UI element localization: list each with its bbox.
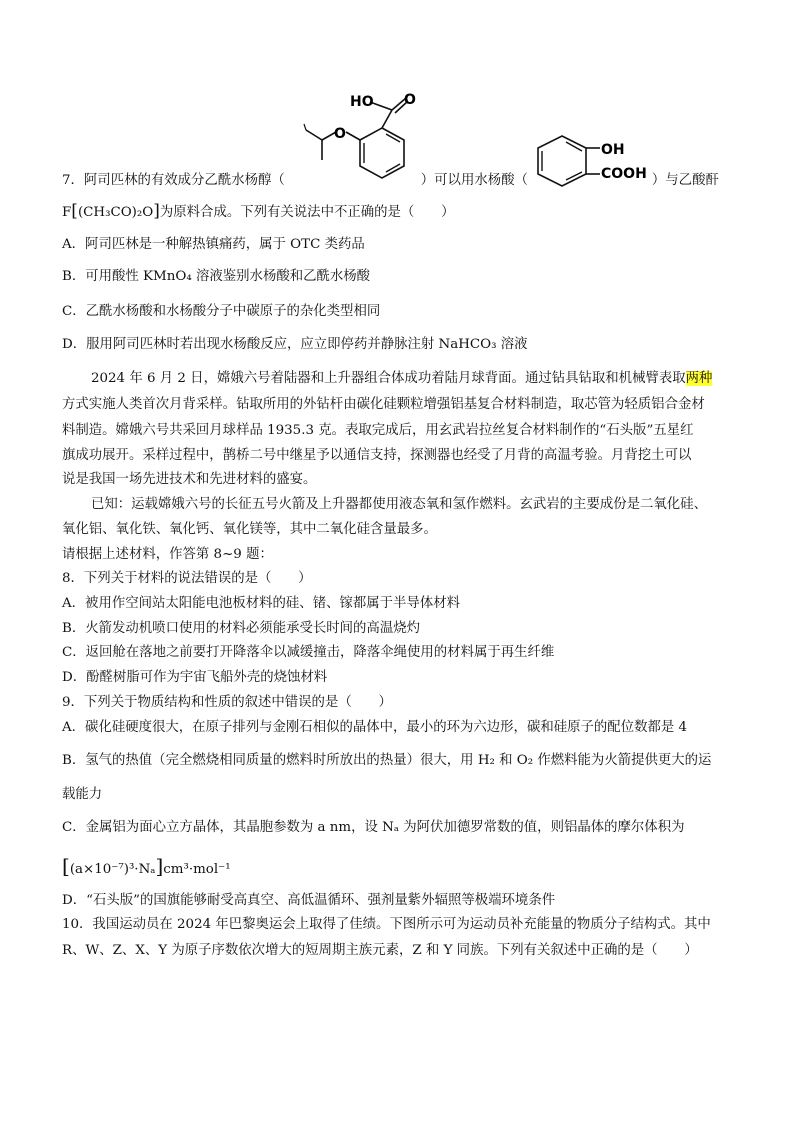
passage-known-line-1: 已知：运载嫦娥六号的长征五号火箭及上升器都使用液态氧和氢作燃料。玄武岩的主要成份是二氧化硅、 bbox=[91, 497, 707, 512]
passage-line-1: 2024 年 6 月 2 日，嫦娥六号着陆器和上升器组合体成功着陆月球背面。通过钻具钻取和机械臂表取两种 bbox=[91, 371, 713, 386]
q9-option-b-line1: B．氢气的热值（完全燃烧相同质量的燃料时所放出的热量）很大，用 H₂ 和 O₂ 作燃料能为火箭提供更大的运 bbox=[62, 753, 712, 768]
q9-molar-volume-unit: cm³·mol⁻¹ bbox=[163, 862, 231, 877]
q8-option-a: A．被用作空间站太阳能电池板材料的硅、锗、镓都属于半导体材料 bbox=[62, 596, 460, 611]
q7-stem-line2: F[(CH₃CO)₂O]为原料合成。下列有关说法中不正确的是（ ） bbox=[62, 201, 455, 221]
q9-stem: 9．下列关于物质结构和性质的叙述中错误的是（ ） bbox=[62, 695, 392, 710]
q7-stem-prefix: F bbox=[62, 205, 72, 220]
q9-option-d: D．“石头版”的国旗能够耐受高真空、高低温循环、强剂量紫外辐照等极端环境条件 bbox=[62, 893, 556, 908]
q7-anhydride-formula: (CH₃CO)₂O bbox=[77, 205, 154, 220]
salicylic-cooh-label: COOH bbox=[601, 166, 647, 182]
q8-option-d: D．酚醛树脂可作为宇宙飞船外壳的烧蚀材料 bbox=[62, 670, 328, 685]
aspirin-o-label: O bbox=[404, 92, 416, 108]
passage-line-2: 方式实施人类首次月背采样。钻取所用的外钻杆由碳化硅颗粒增强铝基复合材料制造，取芯管为轻质铝合金材 bbox=[62, 397, 705, 412]
aspirin-ho-label: HO bbox=[350, 94, 374, 110]
q9-molar-volume-expression: (a×10⁻⁷)³·Nₐ bbox=[69, 862, 156, 877]
passage-line-4: 旗成功展开。采样过程中，鹊桥二号中继星予以通信支持，探测器也经受了月背的高温考验。月背挖土可以 bbox=[62, 448, 692, 463]
q9-option-c-line1: C．金属铝为面心立方晶体，其晶胞参数为 a nm，设 Nₐ 为阿伏加德罗常数的值，则铝晶体的摩尔体积为 bbox=[62, 820, 685, 835]
q7-stem-line1 bbox=[62, 171, 719, 191]
q8-option-b: B．火箭发动机喷口使用的材料必须能承受长时间的高温烧灼 bbox=[62, 621, 420, 636]
passage-line-5: 说是我国一场先进技术和先进材料的盛宴。 bbox=[62, 472, 317, 487]
passage-highlight: 两种 bbox=[685, 371, 713, 386]
q7-stem-suffix: 为原料合成。下列有关说法中不正确的是（ ） bbox=[159, 205, 455, 220]
q9-option-b-line2: 载能力 bbox=[62, 787, 103, 802]
q10-stem-line1: 10．我国运动员在 2024 年巴黎奥运会上取得了佳绩。下图所示可为运动员补充能量的物质分子结构式。其中 bbox=[62, 917, 711, 932]
q8-option-c: C．返回舱在落地之前要打开降落伞以减缓撞击，降落伞绳使用的材料属于再生纤维 bbox=[62, 645, 555, 660]
q7-option-c: C．乙酰水杨酸和水杨酸分子中碳原子的杂化类型相同 bbox=[62, 304, 381, 319]
q7-stem-part3: ）与乙酸酐 bbox=[651, 173, 719, 188]
salicylic-oh-label: OH bbox=[601, 142, 625, 158]
q7-option-d: D．服用阿司匹林时若出现水杨酸反应，应立即停药并静脉注射 NaHCO₃ 溶液 bbox=[62, 337, 528, 352]
passage-instruction: 请根据上述材料，作答第 8~9 题： bbox=[62, 547, 273, 562]
q9-option-c-formula: [(a×10⁻⁷)³·Nₐ]cm³·mol⁻¹ bbox=[62, 854, 231, 878]
q7-option-b: B．可用酸性 KMnO₄ 溶液鉴别水杨酸和乙酰水杨酸 bbox=[62, 269, 371, 284]
q9-option-a: A．碳化硅硬度很大，在原子排列与金刚石相似的晶体中，最小的环为六边形，碳和硅原子的配位数都是 4 bbox=[62, 720, 688, 735]
q7-stem-part1: 7．阿司匹林的有效成分乙酰水杨醇（ bbox=[62, 173, 285, 188]
q7-stem-part2: ）可以用水杨酸（ bbox=[420, 173, 528, 188]
passage-line-3: 料制造。嫦娥六号共采回月球样品 1935.3 克。表取完成后，用玄武岩拉丝复合材料制作的“石头版”五星红 bbox=[62, 423, 694, 438]
passage-known-line-2: 氧化铝、氧化铁、氧化钙、氧化镁等，其中二氧化硅含量最多。 bbox=[62, 522, 437, 537]
q10-stem-line2: R、W、Z、X、Y 为原子序数依次增大的短周期主族元素，Z 和 Y 同族。下列有关叙述中正确的是（ ） bbox=[62, 943, 698, 958]
q8-stem: 8．下列关于材料的说法错误的是（ ） bbox=[62, 571, 312, 586]
q7-option-a: A．阿司匹林是一种解热镇痛药，属于 OTC 类药品 bbox=[62, 237, 365, 252]
aspirin-ester-o-label: O bbox=[334, 126, 346, 142]
